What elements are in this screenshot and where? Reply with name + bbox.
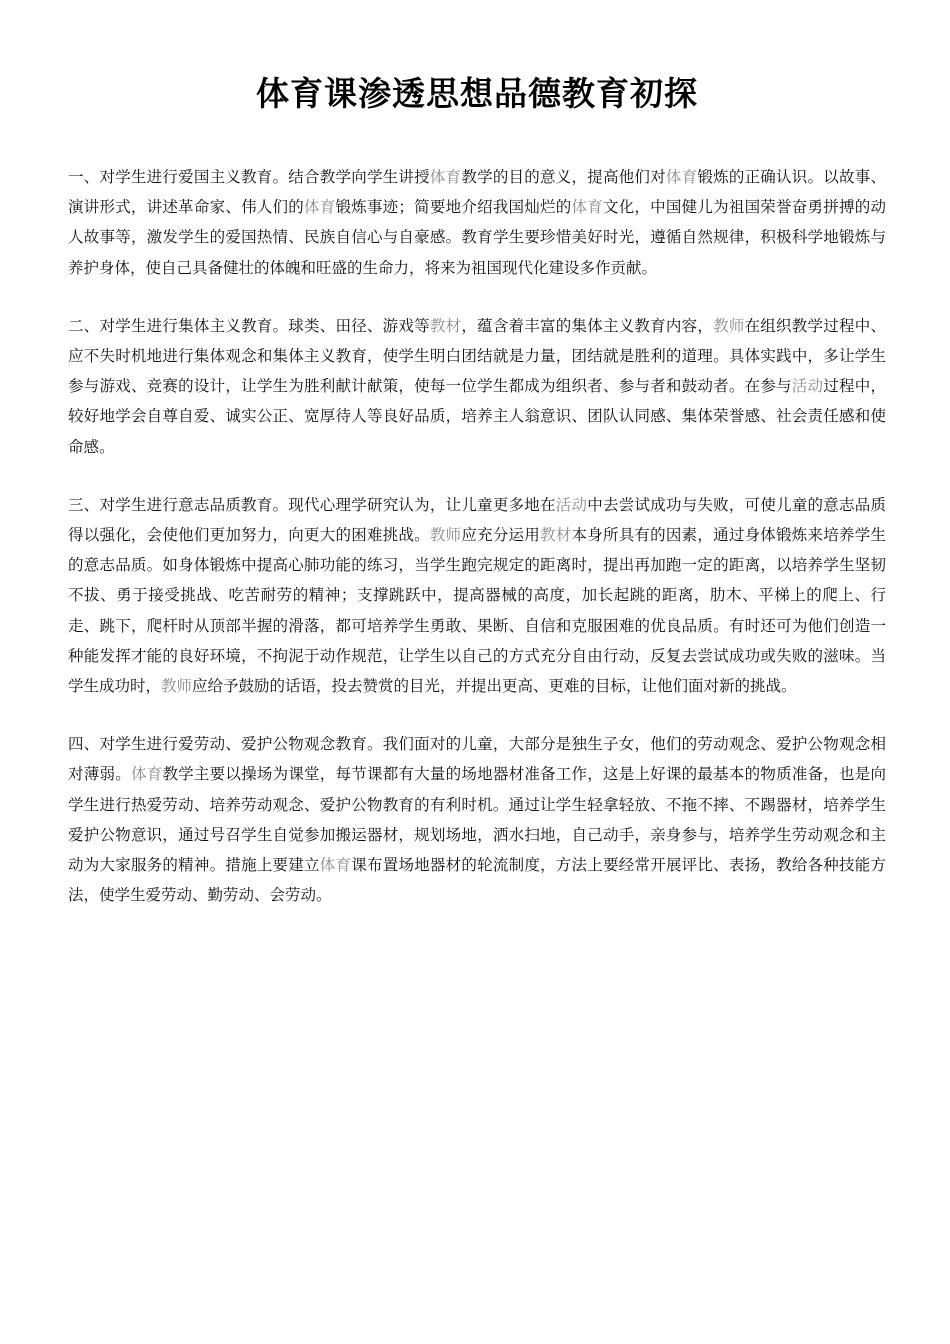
keyword-link[interactable]: 体育 [319,856,352,875]
document-title: 体育课渗透思想品德教育初探 [256,74,698,113]
keyword-link[interactable]: 活动 [555,495,588,514]
paragraph-text: 锻炼事迹；简要地介绍我国灿烂的 [335,198,572,217]
keyword-link[interactable]: 教材 [429,316,462,335]
paragraph-text: ，蕴含着丰富的集体主义教育内容， [461,316,714,335]
paragraph-text: 一、对学生进行爱国主义教育。结合教学向学生讲授 [68,168,430,186]
section-willpower [68,490,886,701]
keyword-link[interactable]: 活动 [791,377,824,396]
paragraph-text: 锻炼的正确认识。以故事、演讲形式，讲述革命家、伟人们的 [68,168,886,217]
paragraph-text: 在组织教学过程中、应不失时机地进行集体观念和集体主义教育，使学生明白团结就是力量，团结就是胜利的道理。具体实践中，多让学生参与游戏、竞赛的设计，让学生为胜利献计献策，使每一位学生都成为组织者、参与者和鼓动者。在参与 [68,316,886,396]
section-collectivism [68,311,886,462]
keyword-link[interactable]: 教师 [713,316,745,335]
paragraph-text: 过程中，较好地学会自尊自爱、诚实公正、宽厚待人等良好品质，培养主人翁意识、团队认同感、集体荣誉感、社会责任感和使命感。 [68,377,886,456]
paragraph-text: 中去尝试成功与失败，可使儿童的意志品质得以强化，会使他们更加努力，向更大的困难挑战。 [68,495,886,545]
paragraph-text: 教学的目的意义，提高他们对 [461,168,666,186]
paragraph-text: 四、对学生进行爱劳动、爱护公物观念教育。我们面对的儿童，大部分是独生子女，他们的劳动观念、爱护公物观念相对薄弱。 [68,735,886,784]
paragraph-text: 应充分运用 [461,526,541,545]
section-patriotism [68,162,886,283]
keyword-link[interactable]: 体育 [665,168,698,186]
keyword-link[interactable]: 教师 [161,677,193,696]
paragraph-text: 应给予鼓励的话语，投去赞赏的目光，并提出更高、更难的目标，让他们面对新的挑战。 [192,677,797,696]
keyword-link[interactable]: 体育 [304,198,336,217]
paragraph-text: 三、对学生进行意志品质教育。现代心理学研究认为，让儿童更多地在 [68,495,556,514]
paragraph-text: 二、对学生进行集体主义教育。球类、田径、游戏等 [68,316,430,335]
keyword-link[interactable]: 教材 [540,526,572,545]
keyword-link[interactable]: 体育 [571,198,603,217]
keyword-link[interactable]: 体育 [130,765,163,784]
keyword-link[interactable]: 教师 [429,526,462,545]
paragraph-text: 教学主要以操场为课堂，每节课都有大量的场地器材准备工作，这是上好课的最基本的物质准备，也是向学生进行热爱劳动、培养劳动观念、爱护公物教育的有利时机。通过让学生轻拿轻放、不拖不摔、不踢器材，培养学生爱护公物意识，通过号召学生自觉参加搬运器材，规划场地，洒水扫地，自己动手，亲身参与，培养学生劳动观念和主动为大家服务的精神。措施上要建立 [68,765,886,875]
paragraph-text: 本身所具有的因素，通过身体锻炼来培养学生的意志品质。如身体锻炼中提高心肺功能的练习，当学生跑完规定的距离时，提出再加跑一定的距离，以培养学生坚韧不拔、勇于接受挑战、吃苦耐劳的精神；支撑跳跃中，提高器械的高度，加长起跳的距离，肋木、平梯上的爬上、行走、跳下，爬杆时从顶部半握的滑落，都可培养学生勇敢、果断、自信和克服困难的优良品质。有时还可为他们创造一种能发挥才能的良好环境，不拘泥于动作规范，让学生以自己的方式充分自由行动，反复去尝试成功或失败的滋味。当学生成功时， [68,526,886,696]
keyword-link[interactable]: 体育 [429,168,462,186]
paragraph-text: 文化，中国健儿为祖国荣誉奋勇拼搏的动人故事等，激发学生的爱国热情、民族自信心与自豪感。教育学生要珍惜美好时光，遵循自然规律，积极科学地锻炼与养护身体，使自己具备健壮的体魄和旺盛的生命力，将来为祖国现代化建设多作贡献。 [68,198,886,277]
section-labor [68,729,886,910]
paragraph-text: 课布置场地器材的轮流制度，方法上要经常开展评比、表扬，教给各种技能方法，使学生爱劳动、勤劳动、会劳动。 [68,856,886,905]
